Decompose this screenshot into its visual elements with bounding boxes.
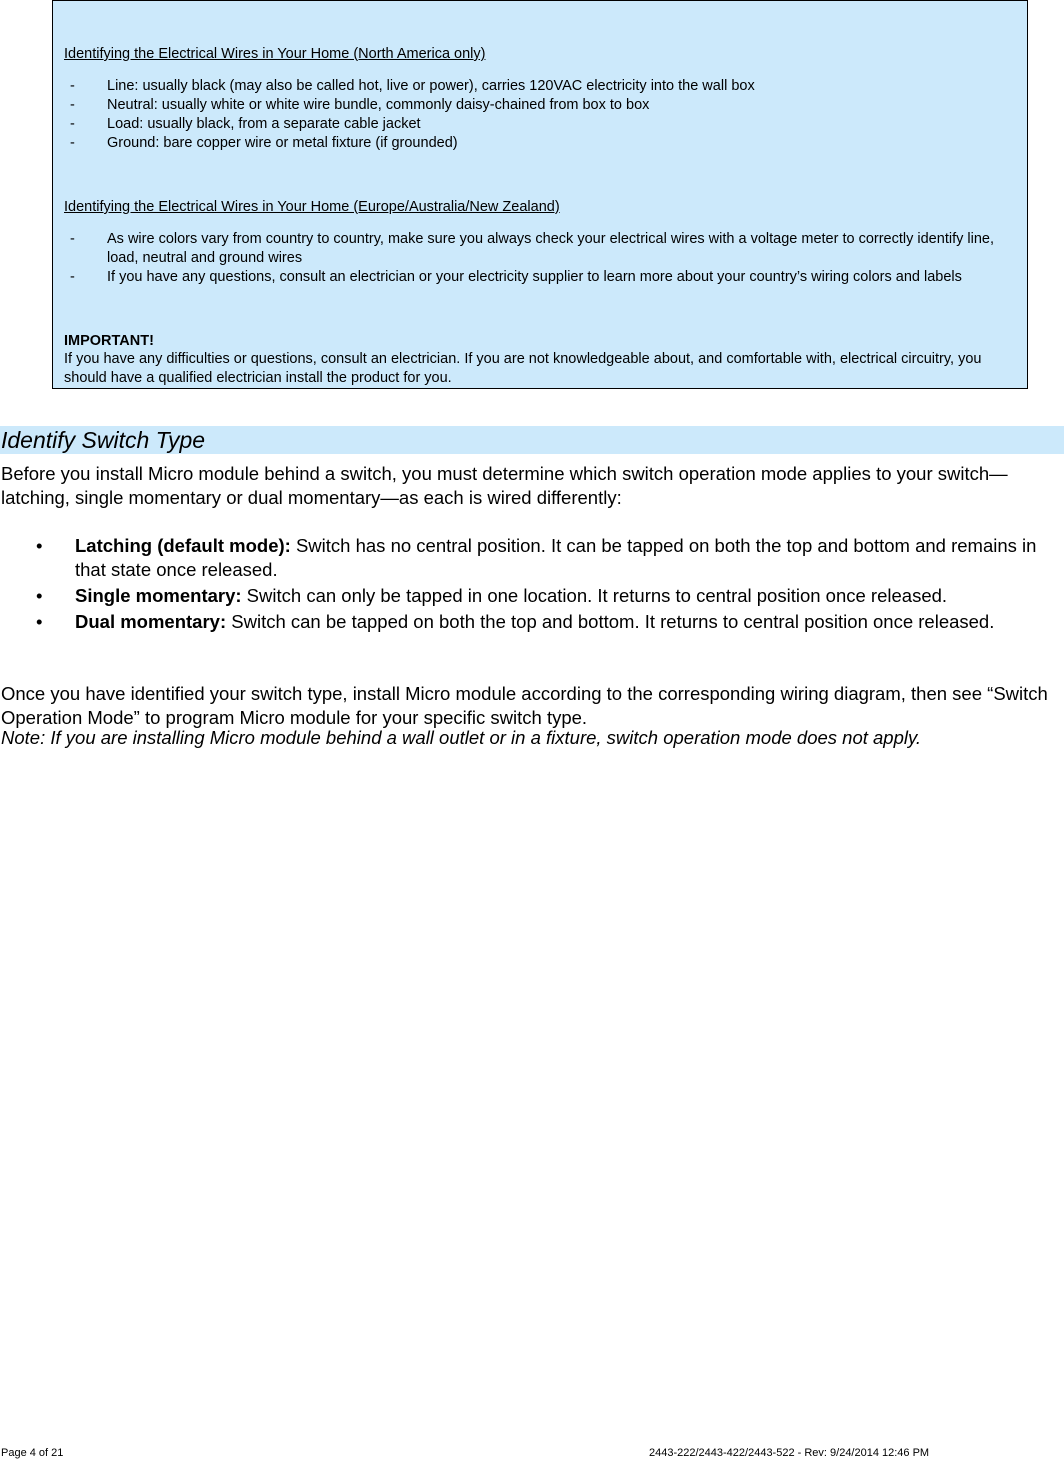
europe-list	[64, 230, 1013, 287]
list-item	[64, 96, 1013, 115]
list-item-text: Neutral: usually white or white wire bundle, commonly daisy-chained from box to box	[107, 97, 650, 113]
after-paragraph: Once you have identified your switch type, install Micro module according to the corresponding wiring diagram, then see “Switch Operation Mode” to program Micro module for your specific switch type.	[1, 683, 1048, 728]
important-text: If you have any difficulties or questions, consult an electrician. If you are not knowledgeable about, and comfortable with, electrical circuitry, you should have a qualified electrician install the product for you.	[64, 351, 982, 386]
bullet-dot: •	[36, 585, 43, 606]
list-item-text: As wire colors vary from country to country, make sure you always check your electrical wires with a voltage meter to correctly identify line, load, neutral and ground wires	[107, 231, 994, 266]
list-item	[64, 134, 1013, 153]
list-item	[0, 534, 1064, 582]
intro-paragraph: Before you install Micro module behind a switch, you must determine which switch operation mode applies to your switch—latching, single momentary or dual momentary—as each is wired differently:	[1, 463, 1008, 508]
list-item	[0, 610, 1064, 634]
north-america-list	[64, 77, 1013, 153]
bullet-text: Switch can be tapped on both the top and bottom. It returns to central position once released.	[226, 611, 995, 632]
footer-doc-info: 2443-222/2443-422/2443-522 - Rev: 9/24/2014 12:46 PM	[649, 1447, 930, 1459]
dash-bullet: -	[70, 116, 75, 132]
list-item	[64, 230, 1013, 268]
switch-type-list	[0, 534, 1064, 636]
list-item	[64, 77, 1013, 96]
europe-heading: Identifying the Electrical Wires in Your Home (Europe/Australia/New Zealand)	[64, 199, 560, 215]
dash-bullet: -	[70, 135, 75, 151]
north-america-heading: Identifying the Electrical Wires in Your Home (North America only)	[64, 46, 486, 62]
list-item-text: Ground: bare copper wire or metal fixture (if grounded)	[107, 135, 458, 151]
dash-bullet: -	[70, 97, 75, 113]
dash-bullet: -	[70, 269, 75, 285]
section-title: Identify Switch Type	[1, 427, 206, 453]
bullet-dot: •	[36, 611, 43, 632]
list-item-text: Line: usually black (may also be called hot, live or power), carries 120VAC electricity into the wall box	[107, 78, 755, 94]
list-item	[64, 115, 1013, 134]
note-paragraph: Note: If you are installing Micro module behind a wall outlet or in a fixture, switch operation mode does not apply.	[1, 727, 922, 748]
dash-bullet: -	[70, 78, 75, 94]
wiring-info-box	[52, 0, 1028, 389]
bullet-text: Switch can only be tapped in one location. It returns to central position once released.	[241, 585, 948, 606]
list-item-text: Load: usually black, from a separate cable jacket	[107, 116, 421, 132]
list-item-text: If you have any questions, consult an electrician or your electricity supplier to learn more about your country’s wiring colors and labels	[107, 269, 962, 285]
bullet-dot: •	[36, 535, 43, 556]
bullet-term: Latching (default mode):	[75, 535, 291, 556]
bullet-text: Switch has no central position. It can be tapped on both the top and bottom and remains in that state once released.	[75, 535, 1037, 580]
list-item	[0, 584, 1064, 608]
dash-bullet: -	[70, 231, 75, 247]
list-item	[64, 268, 1013, 287]
bullet-term: Single momentary:	[75, 585, 242, 606]
important-label: IMPORTANT!	[64, 333, 154, 349]
footer-page-number: Page 4 of 21	[1, 1447, 64, 1459]
bullet-term: Dual momentary:	[75, 611, 227, 632]
